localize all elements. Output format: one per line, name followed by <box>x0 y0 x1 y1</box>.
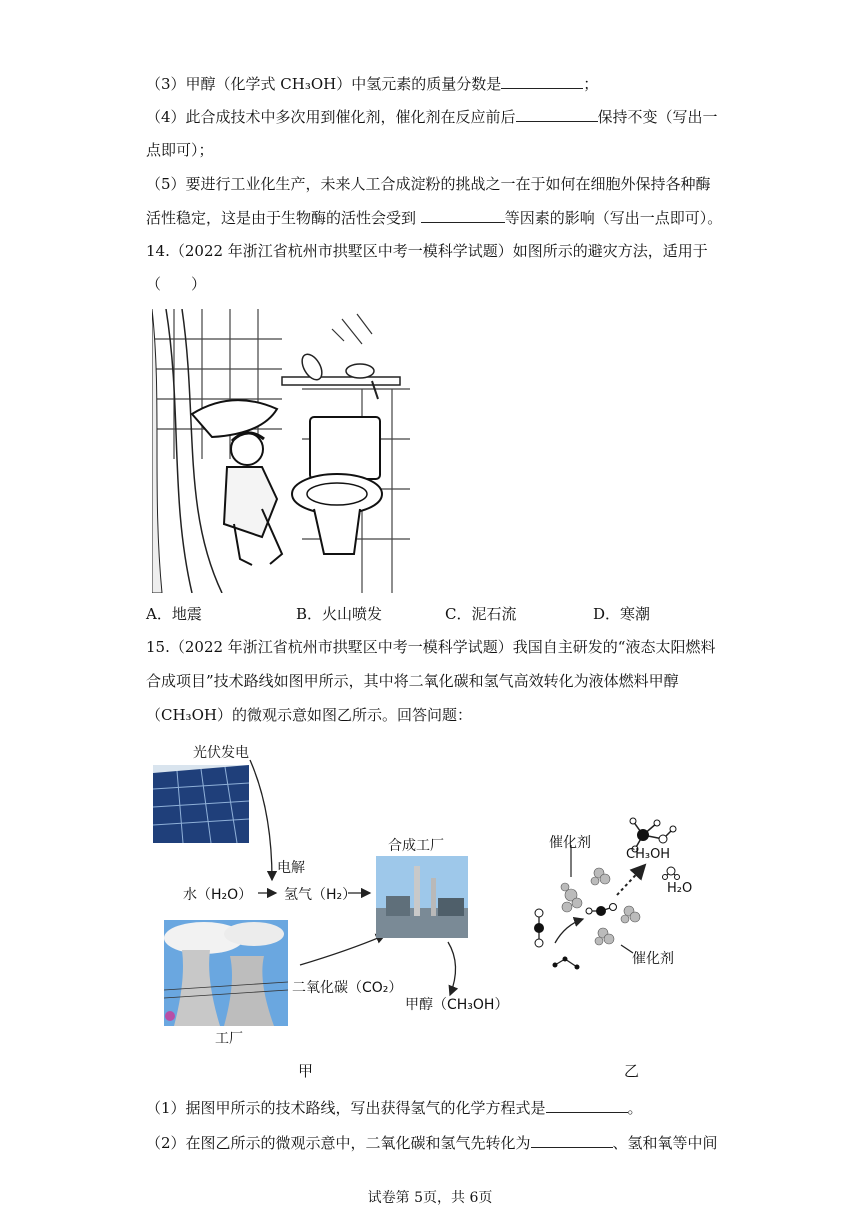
label-synthesis-plant: 合成工厂 <box>388 838 444 854</box>
caption-jia: 甲 <box>298 1062 314 1080</box>
label-yi-methanol: CH₃OH <box>626 847 671 862</box>
q15-stem-line3: （CH₃OH）的微观示意如图乙所示。回答问题： <box>146 706 472 724</box>
q14-stem: 14.（2022 年浙江省杭州市拱墅区中考一模科学试题）如图所示的避灾方法，适用于 <box>146 242 708 260</box>
q15-sub1: （1）据图甲所示的技术路线，写出获得氢气的化学方程式是 。 <box>146 1099 643 1117</box>
q13-part5-cont: 活性稳定，这是由于生物酶的活性会受到 等因素的影响（写出一点即可）。 <box>146 209 723 227</box>
factory-photo <box>164 920 288 1026</box>
option-a[interactable]: A．地震 <box>146 605 202 623</box>
label-electrolysis: 电解 <box>277 860 305 876</box>
answer-blank[interactable] <box>531 1133 613 1148</box>
label-yi-water: H₂O <box>667 881 693 896</box>
q13-part4-cont: 点即可）； <box>146 141 214 159</box>
q15-stem: 15.（2022 年浙江省杭州市拱墅区中考一模科学试题）我国自主研发的“液态太阳燃料 <box>146 638 716 656</box>
q13-part3: （3）甲醇（化学式 CH₃OH）中氢元素的质量分数是 ； <box>146 75 599 93</box>
caption-yi: 乙 <box>624 1062 640 1080</box>
label-catalyst-top: 催化剂 <box>549 835 591 851</box>
label-co2: 二氧化碳（CO₂） <box>292 980 403 996</box>
option-d[interactable]: D．寒潮 <box>593 605 651 623</box>
q15-stem-line2: 合成项目”技术路线如图甲所示，其中将二氧化碳和氢气高效转化为液体燃料甲醇 <box>146 672 679 690</box>
q13-part5: （5）要进行工业化生产，未来人工合成淀粉的挑战之一在于如何在细胞外保持各种酶 <box>146 175 711 193</box>
answer-blank[interactable] <box>546 1098 628 1113</box>
label-solar: 光伏发电 <box>193 745 249 761</box>
label-methanol: 甲醇（CH₃OH） <box>405 997 509 1013</box>
label-factory: 工厂 <box>215 1031 243 1047</box>
label-water: 水（H₂O） <box>183 887 253 903</box>
synthesis-plant-photo <box>376 856 468 938</box>
option-b[interactable]: B．火山喷发 <box>296 605 383 623</box>
option-c[interactable]: C．泥石流 <box>445 605 517 623</box>
q13-part4: （4）此合成技术中多次用到催化剂，催化剂在反应前后 保持不变（写出一 <box>146 108 718 126</box>
page-footer: 试卷第 5页，共 6页 <box>367 1190 493 1206</box>
label-hydrogen: 氢气（H₂） <box>284 887 357 903</box>
q15-sub2: （2）在图乙所示的微观示意中，二氧化碳和氢气先转化为 、氢和氧等中间 <box>146 1134 718 1152</box>
label-catalyst-bottom: 催化剂 <box>632 951 674 967</box>
q14-stem-paren: （ ） <box>146 275 207 293</box>
